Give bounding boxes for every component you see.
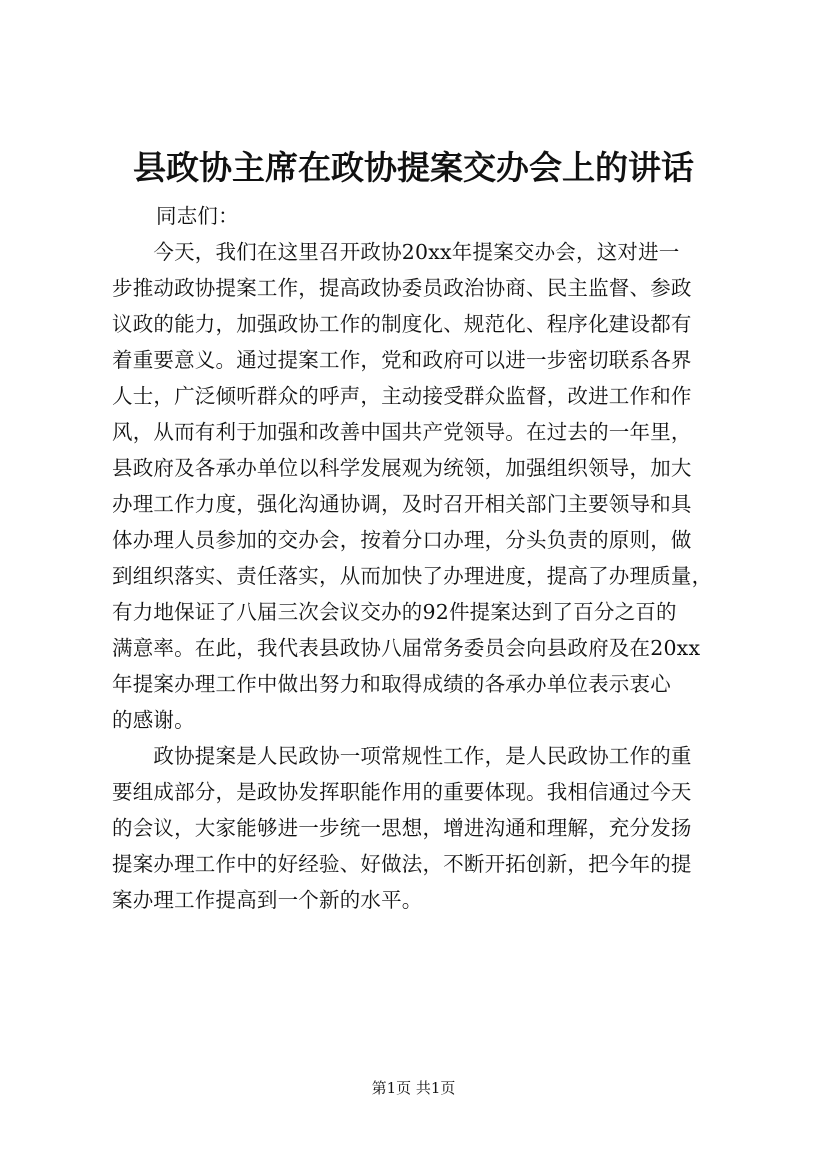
text-line: 着重要意义。通过提案工作，党和政府可以进一步密切联系各界	[112, 348, 692, 372]
text-line: 议政的能力，加强政协工作的制度化、规范化、程序化建设都有	[112, 312, 692, 336]
page-footer: 第1页 共1页	[371, 1079, 456, 1097]
paragraph-2	[112, 738, 727, 918]
text-line: 县政府及各承办单位以科学发展观为统领，加强组织领导，加大	[112, 456, 692, 480]
text-line: 今天，我们在这里召开政协20xx年提案交办会，这对进一	[112, 240, 680, 264]
text-line: 体办理人员参加的交办会，按着分口办理，分头负责的原则，做	[112, 528, 692, 552]
text-line: 的会议，大家能够进一步统一思想，增进沟通和理解，充分发扬	[112, 816, 692, 840]
text-line: 办理工作力度，强化沟通协调，及时召开相关部门主要领导和具	[112, 492, 692, 516]
text-line: 有力地保证了八届三次会议交办的92件提案达到了百分之百的	[112, 600, 677, 624]
text-line: 提案办理工作中的好经验、好做法，不断开拓创新，把今年的提	[112, 852, 692, 876]
text-line: 步推动政协提案工作，提高政协委员政治协商、民主监督、参政	[112, 276, 692, 300]
text-line: 满意率。在此，我代表县政协八届常务委员会向县政府及在20xx	[112, 636, 701, 660]
text-line: 人士，广泛倾听群众的呼声，主动接受群众监督，改进工作和作	[112, 384, 692, 408]
salutation: 同志们：	[156, 204, 239, 228]
text-line: 风，从而有利于加强和改善中国共产党领导。在过去的一年里，	[112, 420, 692, 444]
text-line: 的感谢。	[112, 708, 195, 732]
text-line: 要组成部分，是政协发挥职能作用的重要体现。我相信通过今天	[112, 780, 692, 804]
document-title: 县政协主席在政协提案交办会上的讲话	[133, 148, 694, 187]
text-line: 年提案办理工作中做出努力和取得成绩的各承办单位表示衷心	[112, 672, 671, 696]
paragraph-1	[112, 234, 727, 738]
text-line: 案办理工作提高到一个新的水平。	[112, 888, 423, 912]
text-line: 政协提案是人民政协一项常规性工作，是人民政协工作的重	[112, 744, 692, 768]
document-body	[112, 198, 727, 918]
text-line: 到组织落实、责任落实，从而加快了办理进度，提高了办理质量，	[112, 564, 713, 588]
